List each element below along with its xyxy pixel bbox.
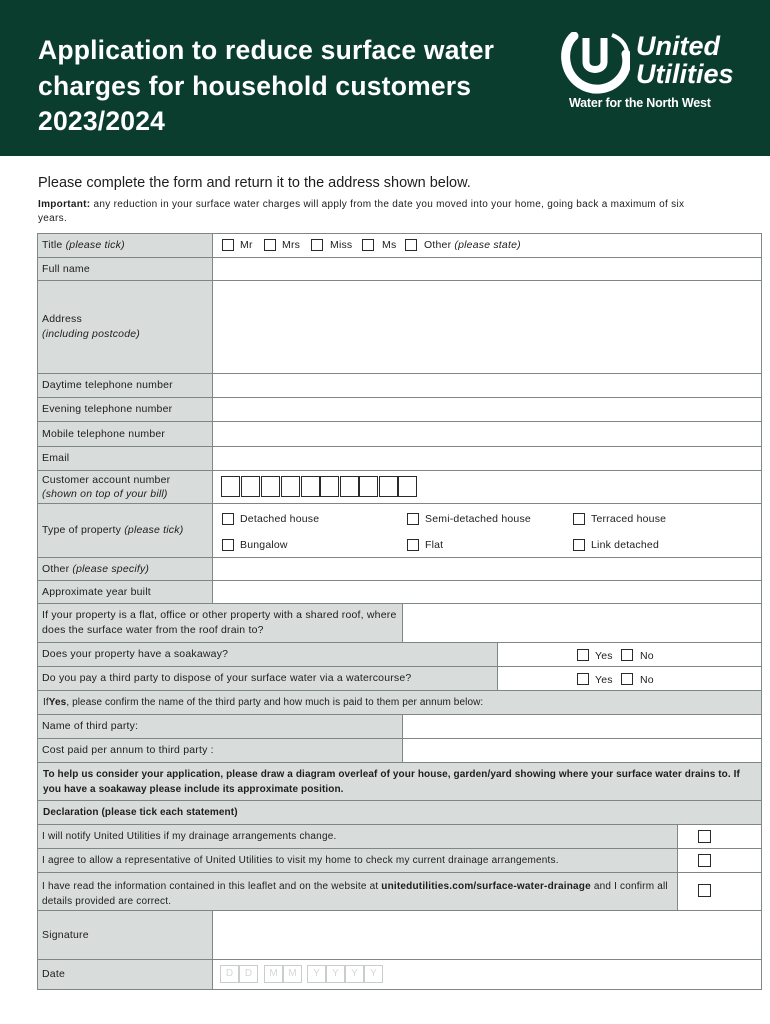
link-detached-label: Link detached — [591, 539, 659, 551]
shared-roof-field[interactable] — [402, 603, 762, 643]
important-label: Important: — [38, 199, 91, 210]
logo-word-utilities: Utilities — [636, 59, 734, 89]
date-year-box[interactable]: Y — [364, 965, 383, 983]
terraced-house-label: Terraced house — [591, 513, 667, 525]
header-banner — [0, 0, 770, 156]
bungalow-checkbox[interactable] — [222, 539, 234, 551]
date-day-box[interactable]: D — [239, 965, 258, 983]
logo-word-united: United — [636, 31, 720, 61]
title-mr-checkbox[interactable] — [222, 239, 234, 251]
declaration-2-checkbox[interactable] — [698, 854, 711, 867]
title-other-italic: (please state) — [454, 239, 521, 251]
shared-roof-label: If your property is a flat, office or other property with a shared roof, where does the surface water from the roof drain to? — [37, 603, 403, 643]
detached-house-label: Detached house — [240, 513, 320, 525]
link-detached-checkbox[interactable] — [573, 539, 585, 551]
title-label-text: Title — [42, 239, 63, 251]
property-type-options — [212, 503, 762, 558]
year-built-field[interactable] — [212, 580, 762, 604]
date-day-box[interactable]: D — [220, 965, 239, 983]
third-party-name-label: Name of third party: — [37, 714, 403, 739]
diagram-note: To help us consider your application, please draw a diagram overleaf of your house, garden/yard showing where your surface water drains to. If you have a soakaway please include its approximate position. — [37, 762, 762, 801]
address-label-italic: (including postcode) — [42, 328, 140, 340]
other-specify-field[interactable] — [212, 557, 762, 581]
important-note — [38, 198, 698, 225]
title-other-checkbox[interactable] — [405, 239, 417, 251]
address-field[interactable] — [212, 280, 762, 374]
account-number-label-text: Customer account number — [42, 474, 171, 486]
declaration-3-pre: I have read the information contained in this leaflet and on the website at — [42, 881, 382, 892]
soakaway-no-label: No — [640, 650, 654, 662]
watercourse-no-label: No — [640, 674, 654, 686]
intro-text: Please complete the form and return it to the address shown below. — [38, 175, 471, 191]
mobile-phone-field[interactable] — [212, 421, 762, 447]
title-label — [37, 233, 213, 258]
declaration-2-text: I agree to allow a representative of United Utilities to visit my home to check my current drainage arrangements. — [37, 848, 678, 873]
account-digit-box[interactable] — [379, 476, 398, 497]
soakaway-yes-checkbox[interactable] — [577, 649, 589, 661]
other-specify-label — [37, 557, 213, 581]
account-number-label — [37, 470, 213, 504]
soakaway-question: Does your property have a soakaway? — [37, 642, 498, 667]
date-label: Date — [37, 959, 213, 990]
flat-checkbox[interactable] — [407, 539, 419, 551]
account-digit-box[interactable] — [301, 476, 320, 497]
flat-label: Flat — [425, 539, 444, 551]
property-type-label — [37, 503, 213, 558]
full-name-label: Full name — [37, 257, 213, 281]
title-ms-label: Ms — [382, 239, 397, 251]
soakaway-yes-label: Yes — [595, 650, 613, 662]
united-utilities-logo-icon — [560, 32, 630, 94]
title-miss-checkbox[interactable] — [311, 239, 323, 251]
address-label — [37, 280, 213, 374]
date-year-box[interactable]: Y — [345, 965, 364, 983]
title-other-text: Other — [424, 239, 452, 251]
declaration-3-checkbox[interactable] — [698, 884, 711, 897]
property-type-label-text: Type of property — [42, 524, 122, 536]
title-ms-checkbox[interactable] — [362, 239, 374, 251]
account-digit-box[interactable] — [261, 476, 280, 497]
title-miss-label: Miss — [330, 239, 353, 251]
title-mrs-checkbox[interactable] — [264, 239, 276, 251]
title-mrs-label: Mrs — [282, 239, 301, 251]
semi-detached-house-checkbox[interactable] — [407, 513, 419, 525]
account-number-label-italic: (shown on top of your bill) — [42, 488, 168, 500]
signature-label: Signature — [37, 910, 213, 960]
mobile-phone-label: Mobile telephone number — [37, 421, 213, 447]
date-year-box[interactable]: Y — [326, 965, 345, 983]
if-yes-post: , please confirm the name of the third party and how much is paid to them per annum below: — [66, 697, 484, 708]
account-digit-box[interactable] — [320, 476, 339, 497]
address-label-text: Address — [42, 313, 82, 325]
declaration-1-checkbox[interactable] — [698, 830, 711, 843]
title-mr-label: Mr — [240, 239, 253, 251]
account-digit-box[interactable] — [221, 476, 240, 497]
third-party-cost-label: Cost paid per annum to third party : — [37, 738, 403, 763]
declaration-1-text: I will notify United Utilities if my drainage arrangements change. — [37, 824, 678, 849]
email-field[interactable] — [212, 446, 762, 471]
title-other-label — [424, 239, 521, 251]
third-party-cost-field[interactable] — [402, 738, 762, 763]
date-year-box[interactable]: Y — [307, 965, 326, 983]
watercourse-yes-checkbox[interactable] — [577, 673, 589, 685]
evening-phone-field[interactable] — [212, 397, 762, 422]
account-digit-box[interactable] — [281, 476, 300, 497]
important-text: any reduction in your surface water charges will apply from the date you moved into your home, going back a maximum of six years. — [38, 199, 685, 224]
title-label-italic: (please tick) — [65, 239, 125, 251]
declaration-3-post: and I confirm all details provided are correct. — [42, 881, 668, 907]
other-specify-italic: (please specify) — [72, 562, 150, 575]
signature-field[interactable] — [212, 910, 762, 960]
if-yes-pre: If — [43, 697, 49, 708]
watercourse-question: Do you pay a third party to dispose of your surface water via a watercourse? — [37, 666, 498, 691]
daytime-phone-label: Daytime telephone number — [37, 373, 213, 398]
other-specify-text: Other — [42, 562, 70, 575]
website-link[interactable]: unitedutilities.com/surface-water-drainage — [381, 881, 591, 892]
declaration-1-cell — [677, 824, 762, 849]
date-month-box[interactable]: M — [283, 965, 302, 983]
full-name-field[interactable] — [212, 257, 762, 281]
if-yes-bold: Yes — [48, 697, 67, 708]
declaration-2-cell — [677, 848, 762, 873]
account-digit-box[interactable] — [340, 476, 359, 497]
date-month-box[interactable]: M — [264, 965, 283, 983]
account-digit-box[interactable] — [241, 476, 260, 497]
account-digit-box[interactable] — [359, 476, 378, 497]
detached-house-checkbox[interactable] — [222, 513, 234, 525]
year-built-label: Approximate year built — [37, 580, 213, 604]
watercourse-yes-label: Yes — [595, 674, 613, 686]
account-digit-box[interactable] — [398, 476, 417, 497]
soakaway-no-checkbox[interactable] — [621, 649, 633, 661]
declaration-3-cell — [677, 872, 762, 911]
email-label: Email — [37, 446, 213, 471]
semi-detached-house-label: Semi-detached house — [425, 513, 531, 525]
property-type-label-italic: (please tick) — [124, 524, 184, 536]
terraced-house-checkbox[interactable] — [573, 513, 585, 525]
declaration-3-text — [37, 872, 678, 911]
logo-tagline: Water for the North West — [569, 96, 711, 110]
united-utilities-logo — [560, 30, 750, 115]
evening-phone-label: Evening telephone number — [37, 397, 213, 422]
bungalow-label: Bungalow — [240, 539, 288, 551]
page-title: Application to reduce surface water charges for household customers 2023/2024 — [38, 35, 495, 136]
watercourse-no-checkbox[interactable] — [621, 673, 633, 685]
daytime-phone-field[interactable] — [212, 373, 762, 398]
declaration-heading: Declaration (please tick each statement) — [37, 800, 762, 825]
if-yes-instruction — [37, 690, 762, 715]
third-party-name-field[interactable] — [402, 714, 762, 739]
